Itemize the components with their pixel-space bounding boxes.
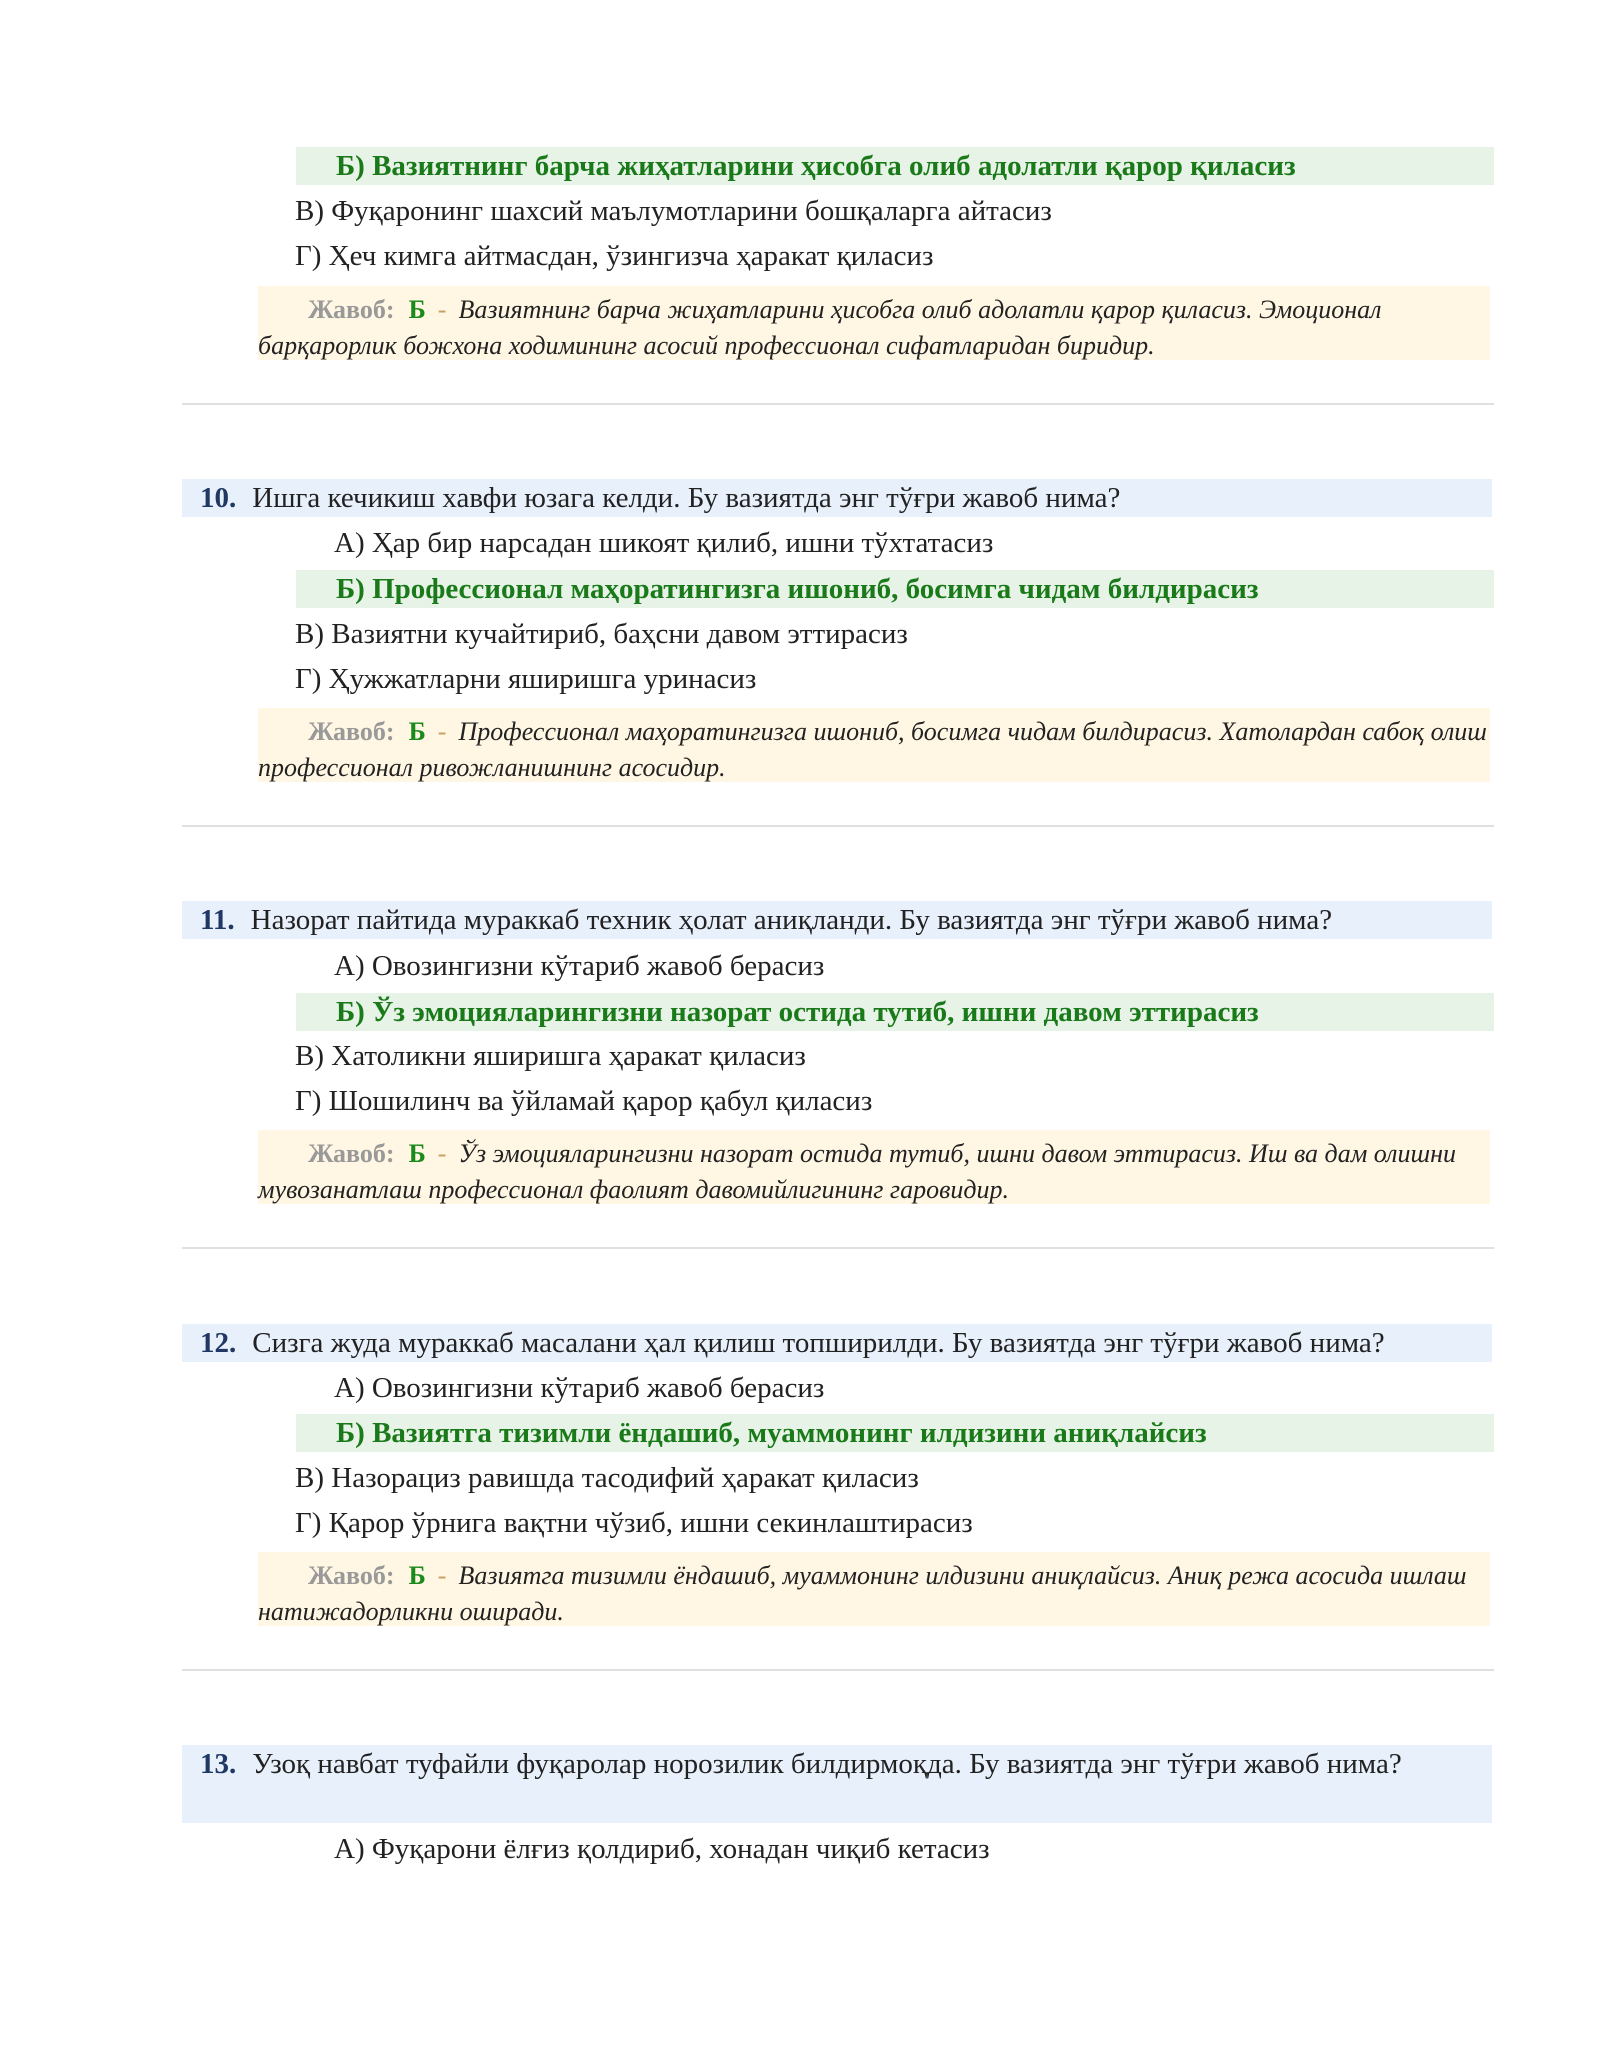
answer-explanation: Вазиятнинг барча жиҳатларини ҳисобга олиб адолатли қарор қиласиз. Эмоционал барқарорлик божхона ходимининг асосий профессионал сифатларидан биридир.: [258, 295, 1382, 360]
answer-explanation: Ўз эмоцияларингизни назорат остида тутиб, ишни давом эттирасиз. Иш ва дам олишни мувозанатлаш профессионал фаолият давомийлигининг гаровидир.: [258, 1139, 1457, 1204]
answer-dash: -: [437, 1139, 447, 1168]
answer-explanation: Вазиятга тизимли ёндашиб, муаммонинг илдизини аниқлайсиз. Аниқ режа асосида ишлаш натижадорликни оширади.: [258, 1561, 1467, 1626]
answer-label: Жавоб:: [308, 295, 395, 324]
answer-key: Б: [408, 717, 426, 746]
question-text: Назорат пайтида мураккаб техник ҳолат аниқланди. Бу вазиятда энг тўғри жавоб нима?: [250, 904, 1333, 936]
question-number: 13.: [200, 1748, 237, 1780]
option: А) Овозингизни кўтариб жавоб берасиз: [334, 950, 825, 982]
question-header: [182, 901, 1492, 939]
option-correct: Б) Ўз эмоцияларингизни назорат остида тутиб, ишни давом эттирасиз: [296, 993, 1494, 1031]
option-correct: Б) Вазиятнинг барча жиҳатларини ҳисобга олиб адолатли қарор қиласиз: [296, 147, 1494, 185]
question-header: [182, 479, 1492, 517]
answer-dash: -: [437, 1561, 447, 1590]
answer-label: Жавоб:: [308, 717, 395, 746]
answer-box: [258, 708, 1490, 782]
answer-label: Жавоб:: [308, 1561, 395, 1590]
question-text: Сизга жуда мураккаб масалани ҳал қилиш топширилди. Бу вазиятда энг тўғри жавоб нима?: [252, 1327, 1385, 1359]
answer-key: Б: [408, 295, 426, 324]
option: Г) Ҳужжатларни яширишга уринасиз: [295, 663, 757, 695]
answer-dash: -: [437, 717, 447, 746]
option: Г) Қарор ўрнига вақтни чўзиб, ишни секинлаштирасиз: [295, 1507, 973, 1539]
option: В) Фуқаронинг шахсий маълумотларини бошқаларга айтасиз: [295, 195, 1052, 227]
option-correct: Б) Профессионал маҳоратингизга ишониб, босимга чидам билдирасиз: [296, 570, 1494, 608]
option: А) Ҳар бир нарсадан шикоят қилиб, ишни тўхтатасиз: [334, 527, 994, 559]
answer-key: Б: [408, 1561, 426, 1590]
divider: [182, 1669, 1494, 1671]
question-number: 10.: [200, 482, 237, 514]
option: В) Вазиятни кучайтириб, баҳсни давом эттирасиз: [295, 618, 908, 650]
question-header: [182, 1745, 1492, 1823]
question-number: 11.: [200, 904, 235, 936]
question-text: Ишга кечикиш хавфи юзага келди. Бу вазиятда энг тўғри жавоб нима?: [252, 482, 1121, 514]
question-text: Узоқ навбат туфайли фуқаролар норозилик билдирмоқда. Бу вазиятда энг тўғри жавоб нима?: [252, 1748, 1402, 1780]
answer-label: Жавоб:: [308, 1139, 395, 1168]
option: В) Хатоликни яширишга ҳаракат қиласиз: [295, 1040, 806, 1072]
option-correct: Б) Вазиятга тизимли ёндашиб, муаммонинг илдизини аниқлайсиз: [296, 1414, 1494, 1452]
divider: [182, 1247, 1494, 1249]
divider: [182, 403, 1494, 405]
option: Г) Шошилинч ва ўйламай қарор қабул қиласиз: [295, 1085, 873, 1117]
question-header: [182, 1324, 1492, 1362]
answer-box: [258, 286, 1490, 360]
answer-explanation: Профессионал маҳоратингизга ишониб, босимга чидам билдирасиз. Хатолардан сабоқ олиш профессионал ривожланишнинг асосидир.: [258, 717, 1487, 782]
option: В) Назорациз равишда тасодифий ҳаракат қиласиз: [295, 1462, 919, 1494]
option: А) Фуқарони ёлғиз қолдириб, хонадан чиқиб кетасиз: [334, 1833, 990, 1865]
answer-dash: -: [437, 295, 447, 324]
option: А) Овозингизни кўтариб жавоб берасиз: [334, 1372, 825, 1404]
question-number: 12.: [200, 1327, 237, 1359]
answer-box: [258, 1552, 1490, 1626]
answer-box: [258, 1130, 1490, 1204]
answer-key: Б: [408, 1139, 426, 1168]
option: Г) Ҳеч кимга айтмасдан, ўзингизча ҳаракат қиласиз: [295, 240, 934, 272]
divider: [182, 825, 1494, 827]
